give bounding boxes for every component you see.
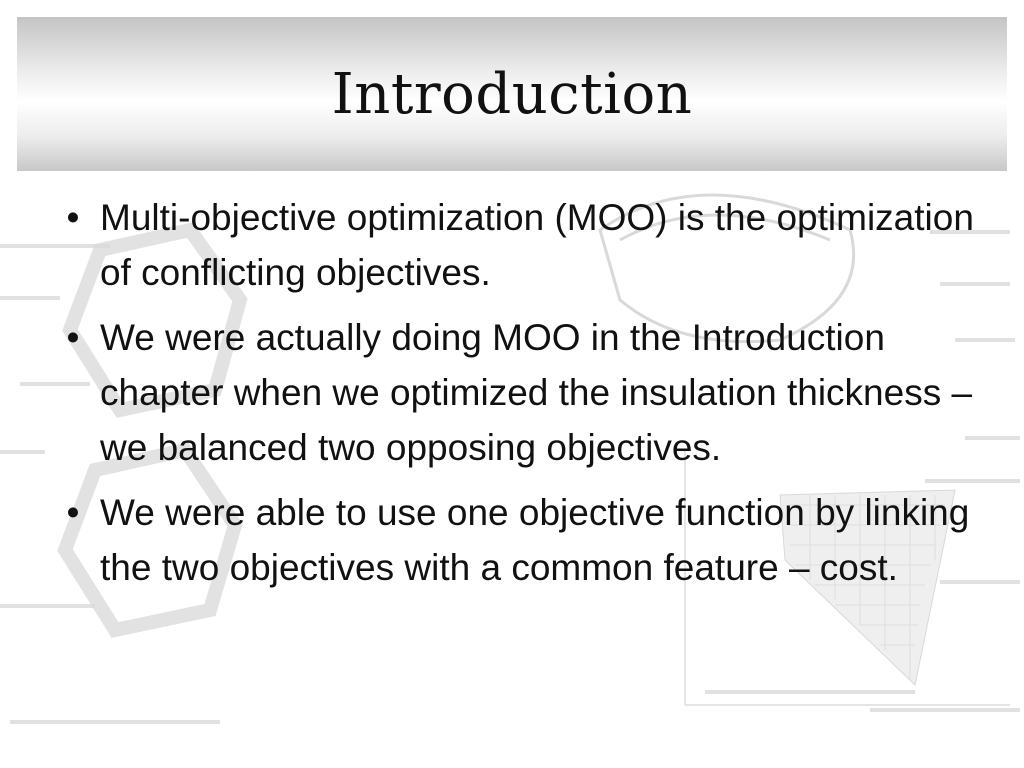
bullet-item	[58, 310, 988, 475]
bullet-item	[58, 190, 988, 300]
slide-title: Introduction	[331, 61, 693, 127]
bullet-marker: •	[66, 492, 80, 533]
bullet-marker: •	[66, 197, 80, 238]
bullet-marker: •	[66, 317, 80, 358]
bullet-text: We were able to use one objective function by linking the two objectives with a common feature – cost.	[100, 492, 970, 588]
title-band	[17, 17, 1007, 171]
bullet-item	[58, 485, 988, 595]
bullet-text: Multi-objective optimization (MOO) is the optimization of conflicting objectives.	[100, 197, 974, 293]
bullet-list	[58, 190, 988, 605]
bullet-text: We were actually doing MOO in the Introduction chapter when we optimized the insulation thickness – we balanced two opposing objectives.	[100, 317, 973, 468]
